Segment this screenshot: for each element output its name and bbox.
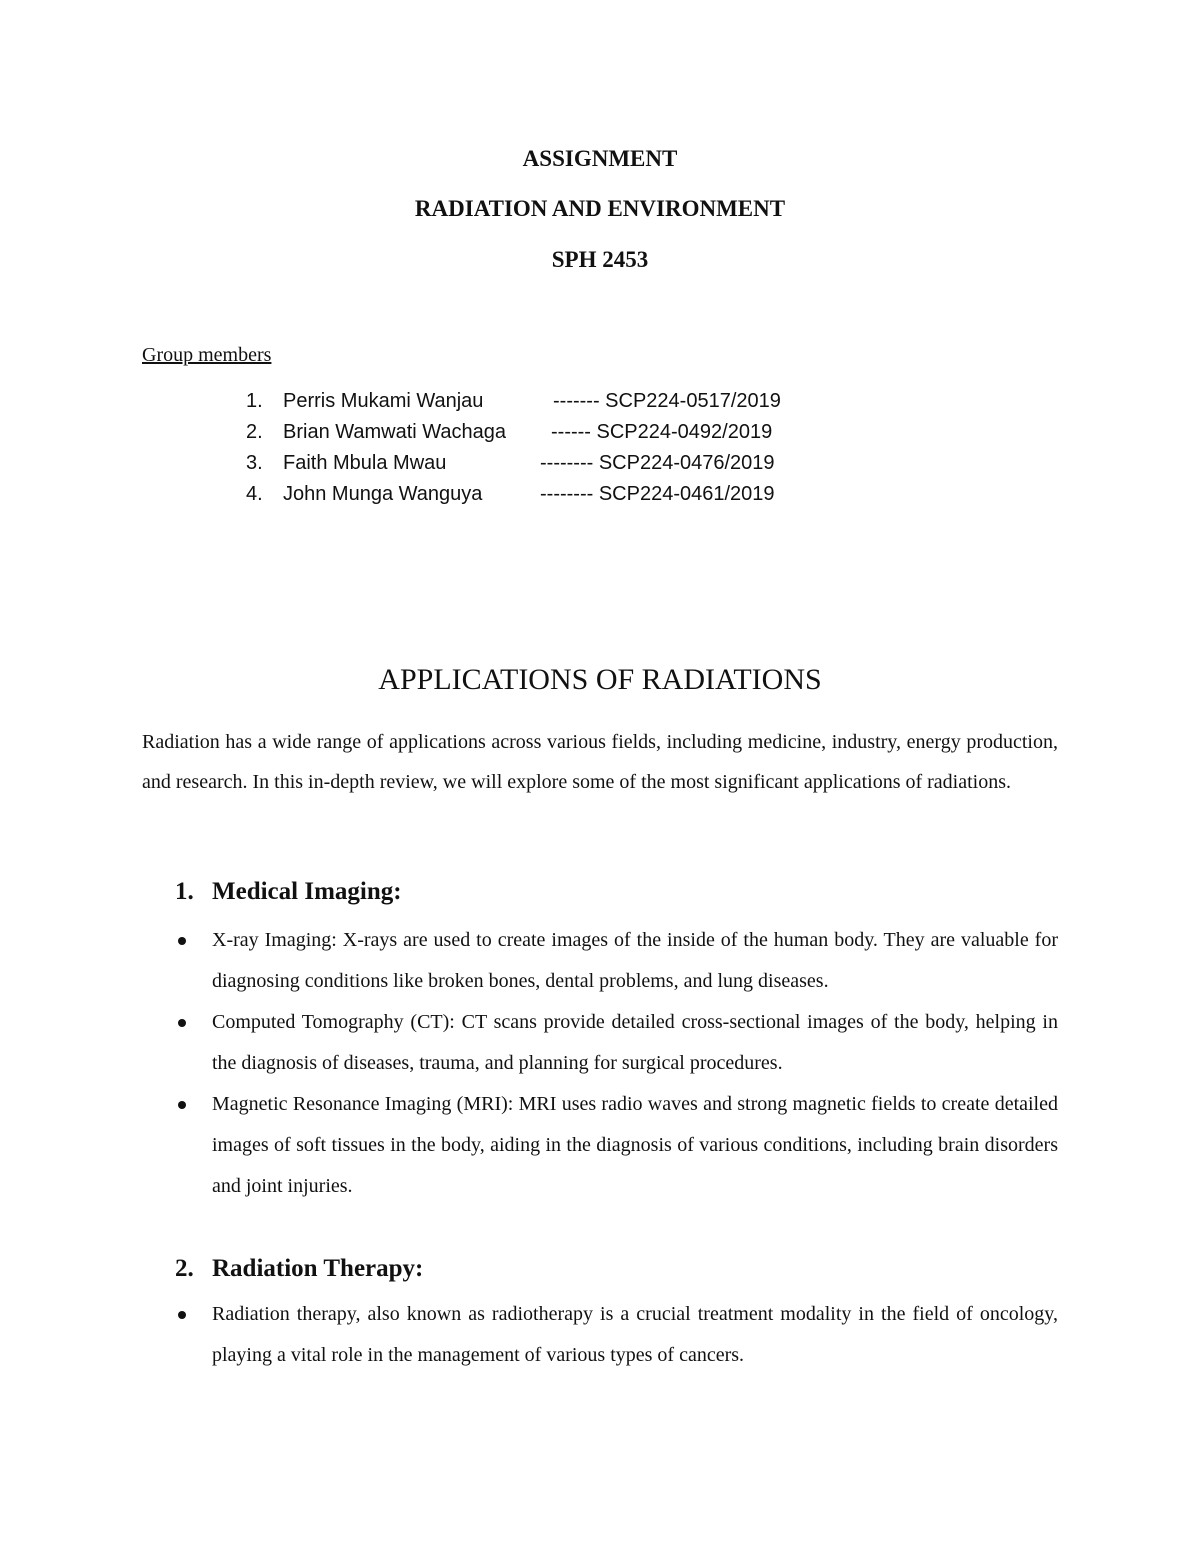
list-item: [175, 1294, 1058, 1376]
member-row: [0, 448, 1200, 479]
course-title: RADIATION AND ENVIRONMENT: [414, 196, 786, 221]
bullet-text: Magnetic Resonance Imaging (MRI): MRI uses radio waves and strong magnetic fields to create detailed images of soft tissues in the body, aiding in the diagnosis of various conditions, including brain disorders and joint injuries.: [212, 1093, 1058, 1197]
section-number: 1.: [175, 878, 194, 905]
bullet-icon: [178, 1311, 186, 1319]
member-number: 2.: [246, 421, 263, 443]
section-heading-radiation-therapy: [175, 1253, 423, 1285]
member-name: Faith Mbula Mwau: [283, 452, 447, 474]
assignment-title: ASSIGNMENT: [522, 146, 678, 171]
course-code: SPH 2453: [551, 247, 649, 272]
member-row: [0, 479, 1200, 510]
member-reg-number: -------- SCP224-0461/2019: [540, 483, 775, 505]
member-number: 1.: [246, 390, 263, 412]
radiation-therapy-bullets: [175, 1294, 1058, 1376]
member-reg-number: ------ SCP224-0492/2019: [551, 421, 773, 443]
member-number: 3.: [246, 452, 263, 474]
section-title: Radiation Therapy:: [212, 1255, 424, 1282]
list-item: [175, 1002, 1058, 1084]
member-reg-number: -------- SCP224-0476/2019: [540, 452, 775, 474]
medical-imaging-bullets: [175, 920, 1058, 1207]
bullet-text: Radiation therapy, also known as radiotherapy is a crucial treatment modality in the field of oncology, playing a vital role in the management of various types of cancers.: [212, 1303, 1058, 1366]
member-row: [0, 417, 1200, 448]
group-members-label: Group members: [142, 344, 272, 366]
member-name: Brian Wamwati Wachaga: [283, 421, 507, 443]
main-title: APPLICATIONS OF RADIATIONS: [378, 663, 822, 696]
intro-paragraph: Radiation has a wide range of applications across various fields, including medicine, industry, energy production, and research. In this in-depth review, we will explore some of the most significant applications of radiations.: [142, 731, 1058, 793]
bullet-icon: [178, 937, 186, 945]
group-members-list: [0, 386, 1200, 510]
member-number: 4.: [246, 483, 263, 505]
bullet-icon: [178, 1019, 186, 1027]
list-item: [175, 920, 1058, 1002]
bullet-text: Computed Tomography (CT): CT scans provide detailed cross-sectional images of the body, helping in the diagnosis of diseases, trauma, and planning for surgical procedures.: [212, 1011, 1058, 1074]
member-row: [0, 386, 1200, 417]
section-heading-medical-imaging: [175, 876, 402, 908]
section-title: Medical Imaging:: [212, 878, 402, 905]
member-name: John Munga Wanguya: [283, 483, 483, 505]
list-item: [175, 1084, 1058, 1207]
bullet-text: X-ray Imaging: X-rays are used to create images of the inside of the human body. They are valuable for diagnosing conditions like broken bones, dental problems, and lung diseases.: [212, 929, 1058, 992]
member-name: Perris Mukami Wanjau: [283, 390, 484, 412]
section-number: 2.: [175, 1255, 194, 1282]
member-reg-number: ------- SCP224-0517/2019: [553, 390, 781, 412]
bullet-icon: [178, 1101, 186, 1109]
